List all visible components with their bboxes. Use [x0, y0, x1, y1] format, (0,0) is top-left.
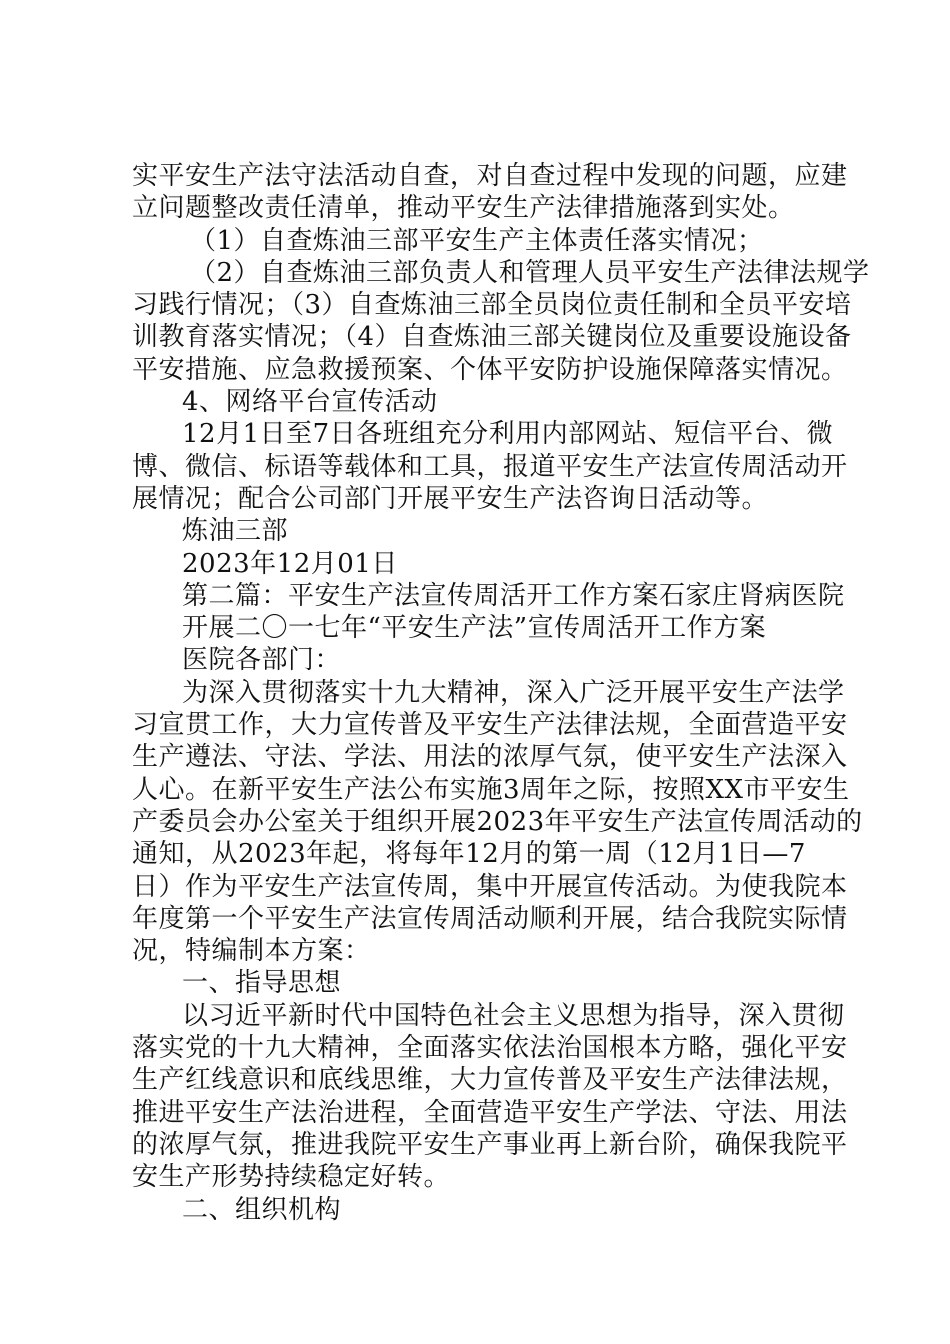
text-line: 人心。在新平安生产法公布实施3周年之际，按照XX市平安生 — [132, 774, 850, 805]
text-line: （1）自查炼油三部平安生产主体责任落实情况； — [190, 225, 764, 256]
text-line: 博、微信、标语等载体和工具，报道平安生产法宣传周活动开 — [132, 451, 848, 482]
text-line: 习践行情况；（3）自查炼油三部全员岗位责任制和全员平安培 — [132, 290, 852, 321]
text-line: 安生产形势持续稳定好转。 — [132, 1162, 451, 1193]
text-line: 况，特编制本方案： — [132, 936, 371, 967]
text-line: 展情况；配合公司部门开展平安生产法咨询日活动等。 — [132, 483, 769, 514]
text-line: 实平安生产法守法活动自查，对自查过程中发现的问题，应建 — [132, 161, 848, 191]
text-line: 以习近平新时代中国特色社会主义思想为指导，深入贯彻 — [182, 1000, 845, 1031]
text-line: 生产遵法、守法、学法、用法的浓厚气氛，使平安生产法深入 — [132, 742, 848, 773]
section-heading: 二、组织机构 — [182, 1194, 342, 1225]
section-heading: 一、指导思想 — [182, 968, 342, 999]
text-line: 立问题整改责任清单，推动平安生产法律措施落到实处。 — [132, 193, 795, 224]
text-line: 习宣贯工作，大力宣传普及平安生产法律法规，全面营造平安 — [132, 710, 848, 741]
text-line: 生产红线意识和底线思维，大力宣传普及平安生产法律法规， — [132, 1065, 848, 1096]
document-body — [132, 160, 870, 1226]
text-line: 年度第一个平安生产法宣传周活动顺利开展，结合我院实际情 — [132, 903, 848, 934]
text-line: 训教育落实情况；（4）自查炼油三部关键岗位及重要设施设备 — [132, 322, 852, 353]
text-line: 通知，从2023年起，将每年12月的第一周（12月1日—7 — [132, 839, 806, 870]
text-line: 平安措施、应急救援预案、个体平安防护设施保障落实情况。 — [132, 354, 848, 385]
section-heading: 4、网络平台宣传活动 — [182, 387, 438, 418]
text-line: 日）作为平安生产法宣传周，集中开展宣传活动。为使我院本 — [132, 871, 848, 902]
signature-date: 2023年12月01日 — [182, 548, 398, 579]
text-line: 12月1日至7日各班组充分利用内部网站、短信平台、微 — [182, 419, 834, 450]
text-line: （2）自查炼油三部负责人和管理人员平安生产法律法规学 — [190, 257, 870, 288]
text-line: 推进平安生产法治进程，全面营造平安生产学法、守法、用法 — [132, 1097, 848, 1128]
chapter-subtitle: 开展二〇一七年“平安生产法”宣传周活开工作方案 — [182, 613, 767, 644]
text-line: 落实党的十九大精神，全面落实依法治国根本方略，强化平安 — [132, 1033, 848, 1064]
chapter-title: 第二篇：平安生产法宣传周活开工作方案石家庄肾病医院 — [182, 580, 845, 611]
salutation: 医院各部门： — [182, 645, 342, 676]
text-line: 产委员会办公室关于组织开展2023年平安生产法宣传周活动的 — [132, 806, 863, 837]
signature-department: 炼油三部 — [182, 516, 289, 547]
text-line: 的浓厚气氛，推进我院平安生产事业再上新台阶，确保我院平 — [132, 1129, 848, 1160]
text-line: 为深入贯彻落实十九大精神，深入广泛开展平安生产法学 — [182, 677, 845, 708]
